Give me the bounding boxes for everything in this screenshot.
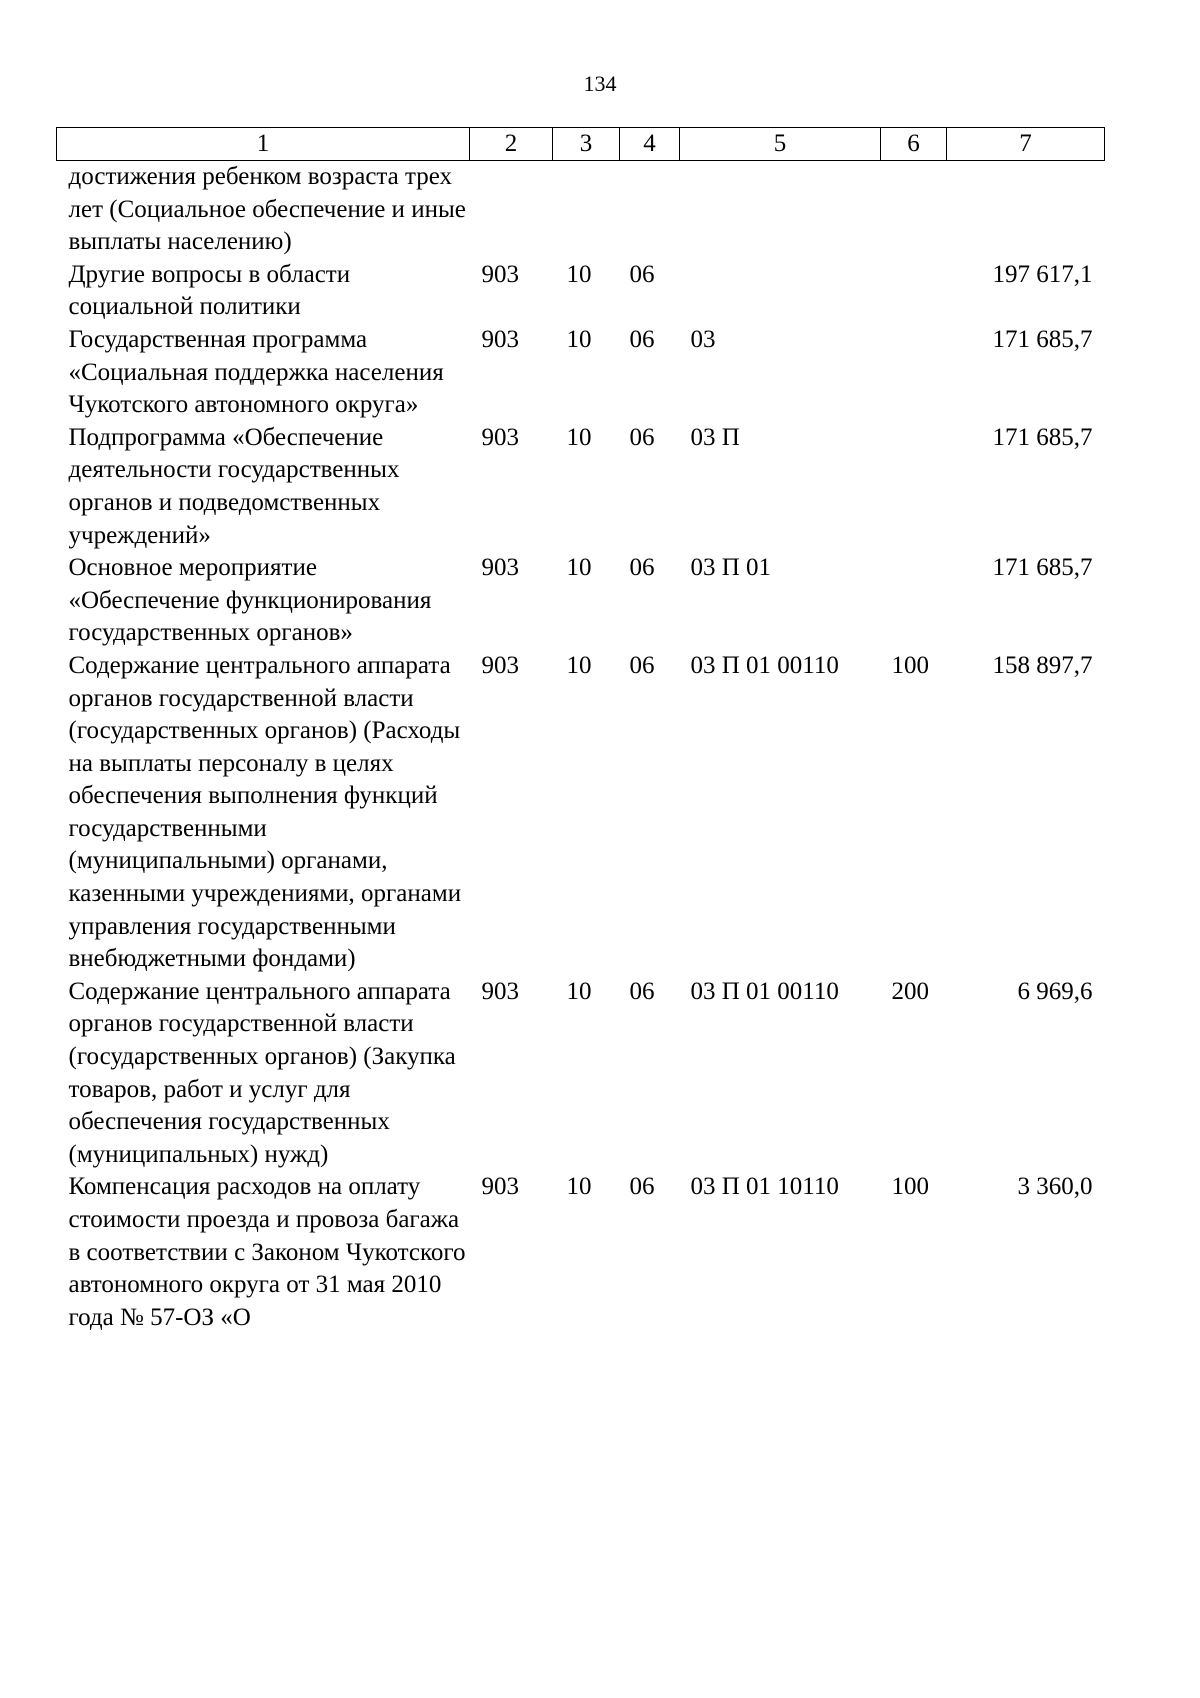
page-number: 134 — [583, 71, 617, 96]
row-cs-cell: 03 — [690, 325, 716, 353]
table-body — [57, 161, 1105, 1335]
row-rz-cell: 10 — [566, 260, 592, 288]
row-gr-cell: 903 — [481, 423, 519, 451]
row-pr-cell: 06 — [629, 423, 655, 451]
row-name-cell: Подпрограмма «Обеспечение деятельности государственных органов и подведомственных учреждений» — [68, 423, 400, 549]
row-name-cell: Содержание центрального аппарата органов государственной власти (государственных органов) (Закупка товаров, работ и услуг для обеспечения государственных (муниципальных) нужд) — [68, 977, 456, 1168]
row-sum-cell: 3 360,0 — [1017, 1173, 1093, 1201]
row-gr-cell: 903 — [481, 977, 519, 1005]
row-cs-cell: 03 П 01 — [690, 554, 772, 582]
row-gr-cell: 903 — [481, 554, 519, 582]
table-row — [57, 1171, 1105, 1334]
row-vr-cell — [881, 552, 947, 650]
row-pr-cell: 06 — [629, 651, 655, 679]
row-vr-cell: 100 — [891, 1173, 929, 1201]
row-sum-cell: 171 685,7 — [992, 325, 1093, 353]
row-name-cell: Основное мероприятие «Обеспечение функционирования государственных органов» — [68, 554, 432, 647]
row-vr-cell — [881, 422, 947, 552]
row-pr-cell: 06 — [629, 260, 655, 288]
row-cs-cell: 03 П — [690, 423, 740, 451]
row-cs-cell: 03 П 01 00110 — [690, 651, 839, 679]
row-pr-cell — [620, 161, 680, 259]
table-row — [57, 324, 1105, 422]
row-name-cell: Содержание центрального аппарата органов государственной власти (государственных органов) (Расходы на выплаты персоналу в целях обеспечения выполнения функций государственными (муниципальными) органами, казенными учреждениями, органами управления государственными внебюджетными фондами) — [68, 651, 462, 973]
row-sum-cell: 158 897,7 — [992, 651, 1093, 679]
row-rz-cell: 10 — [566, 1173, 592, 1201]
row-vr-cell — [881, 161, 947, 259]
row-pr-cell: 06 — [629, 977, 655, 1005]
row-gr-cell — [470, 161, 553, 259]
column-header-7: 7 — [947, 128, 1105, 161]
budget-table — [56, 127, 1105, 1334]
row-cs-cell — [680, 161, 881, 259]
column-header-2: 2 — [470, 128, 553, 161]
row-vr-cell — [881, 259, 947, 324]
row-name-cell: Компенсация расходов на оплату стоимости проезда и провоза багажа в соответствии с Законом Чукотского автономного округа от 31 мая 2010 года № 57-ОЗ «О — [68, 1173, 466, 1331]
row-sum-cell: 6 969,6 — [1017, 977, 1093, 1005]
row-vr-cell — [881, 324, 947, 422]
row-rz-cell: 10 — [566, 554, 592, 582]
table-row — [57, 161, 1105, 259]
row-gr-cell: 903 — [481, 325, 519, 353]
header-row — [57, 128, 1105, 161]
row-sum-cell: 197 617,1 — [992, 260, 1093, 288]
row-rz-cell: 10 — [566, 651, 592, 679]
row-pr-cell: 06 — [629, 1173, 655, 1201]
row-rz-cell: 10 — [566, 325, 592, 353]
table-row — [57, 422, 1105, 552]
row-rz-cell: 10 — [566, 423, 592, 451]
row-name-cell: достижения ребенком возраста трех лет (Социальное обеспечение и иные выплаты населению) — [68, 163, 466, 256]
row-rz-cell — [553, 161, 620, 259]
column-header-6: 6 — [881, 128, 947, 161]
column-header-5: 5 — [680, 128, 881, 161]
row-cs-cell — [680, 259, 881, 324]
row-sum-cell: 171 685,7 — [992, 554, 1093, 582]
table-header — [57, 128, 1105, 161]
row-rz-cell: 10 — [566, 977, 592, 1005]
row-pr-cell: 06 — [629, 325, 655, 353]
table-row — [57, 552, 1105, 650]
row-gr-cell: 903 — [481, 1173, 519, 1201]
row-sum-cell — [947, 161, 1105, 259]
row-vr-cell: 100 — [891, 651, 929, 679]
column-header-3: 3 — [553, 128, 620, 161]
row-name-cell: Другие вопросы в области социальной политики — [68, 260, 351, 321]
column-header-1: 1 — [57, 128, 470, 161]
row-pr-cell: 06 — [629, 554, 655, 582]
row-cs-cell: 03 П 01 10110 — [690, 1173, 839, 1201]
row-name-cell: Государственная программа «Социальная поддержка населения Чукотского автономного округа» — [68, 325, 444, 419]
table-row — [57, 976, 1105, 1172]
row-vr-cell: 200 — [891, 977, 929, 1005]
column-header-4: 4 — [620, 128, 680, 161]
table-row — [57, 650, 1105, 976]
row-cs-cell: 03 П 01 00110 — [690, 977, 839, 1005]
table-row — [57, 259, 1105, 324]
row-sum-cell: 171 685,7 — [992, 423, 1093, 451]
row-gr-cell: 903 — [481, 260, 519, 288]
row-gr-cell: 903 — [481, 651, 519, 679]
